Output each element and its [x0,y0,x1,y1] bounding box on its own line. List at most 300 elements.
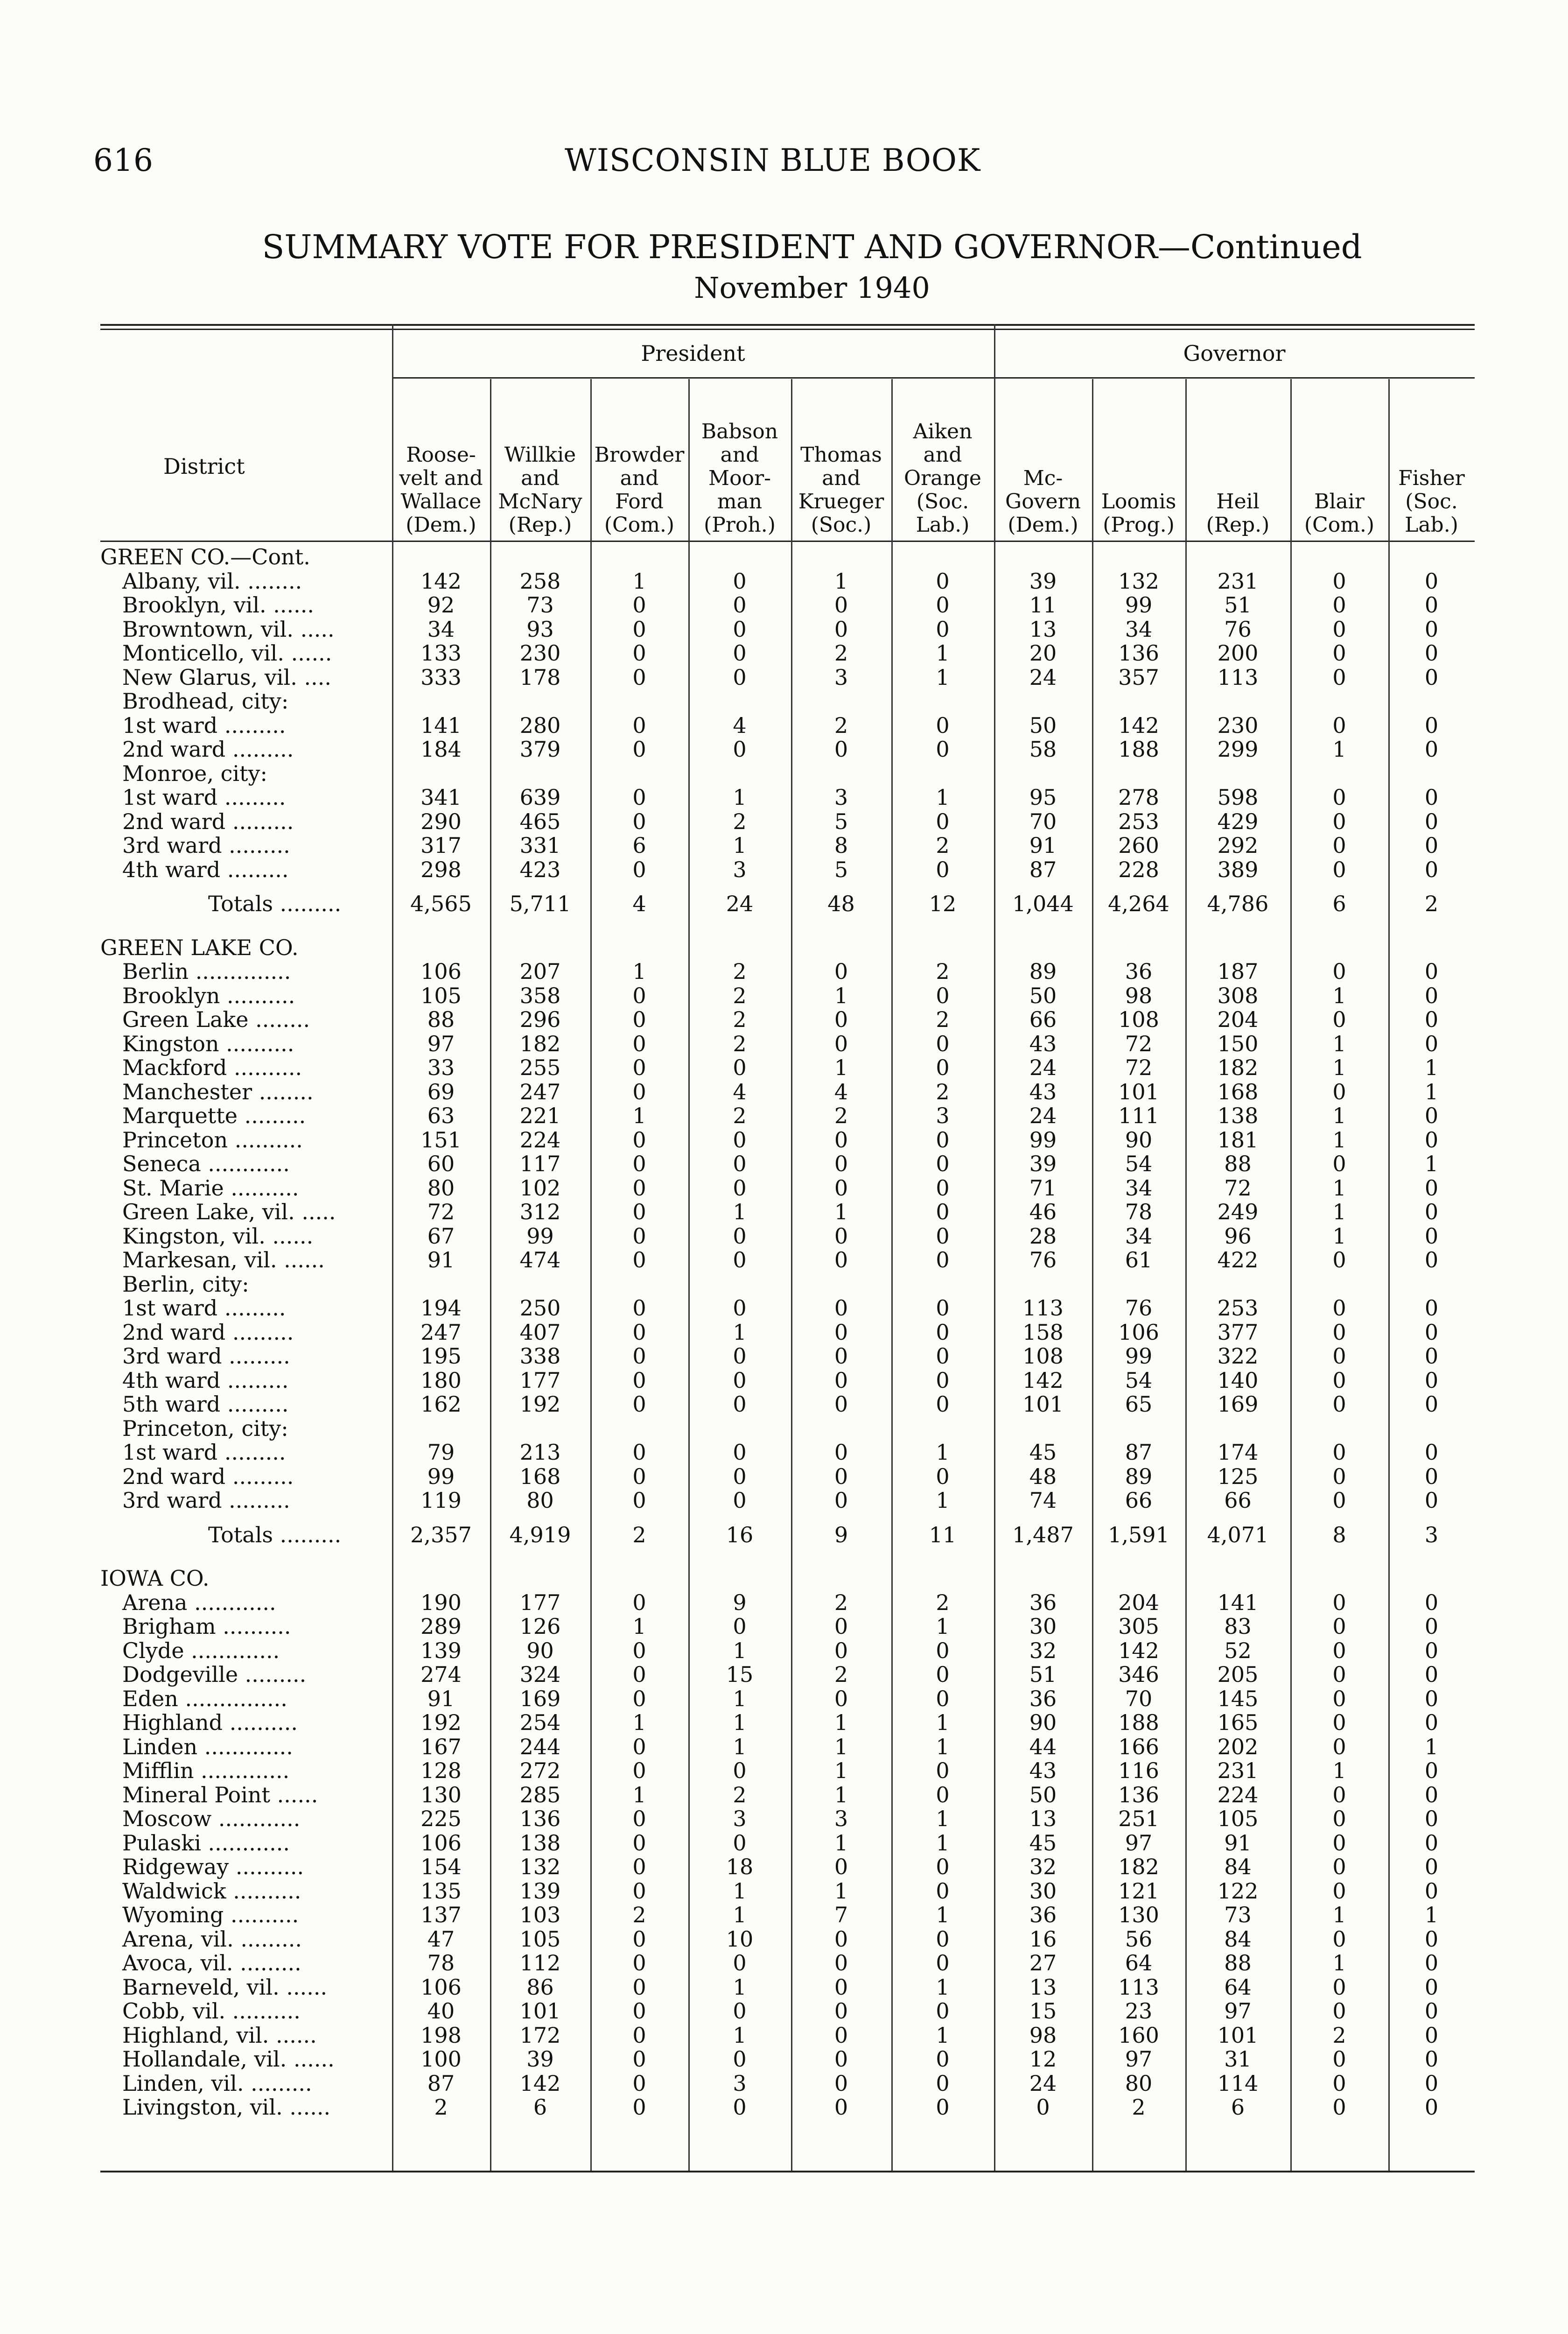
vote-count: 2 [834,640,848,666]
district-name: Dodgeville ......... [122,1662,307,1687]
column-header: Roose- velt and Wallace (Dem.) [399,443,483,537]
vote-count: 0 [834,2046,848,2072]
vote-count: 87 [1125,1440,1153,1465]
vote-count: 0 [632,1734,646,1759]
district-name: Ridgeway .......... [122,1854,304,1879]
vote-count: 0 [1332,1638,1346,1663]
column-header-rule [100,541,1475,542]
vote-count: 9 [834,1522,848,1547]
vote-count: 112 [519,1950,561,1975]
district-name: Princeton .......... [122,1127,303,1153]
vote-count: 0 [733,1830,747,1856]
vote-count: 13 [1029,1806,1057,1831]
vote-count: 255 [519,1055,561,1080]
vote-count: 0 [1332,1319,1346,1345]
vote-count: 138 [519,1830,561,1856]
vote-count: 0 [1332,1488,1346,1513]
vote-count: 228 [1118,857,1159,882]
district-name: Wyoming .......... [122,1902,299,1927]
vote-count: 86 [526,1974,554,2000]
vote-count: 0 [834,1638,848,1663]
vote-count: 1 [733,785,747,810]
vote-count: 1 [834,1878,848,1904]
vote-count: 1 [1424,1079,1439,1104]
vote-count: 177 [519,1589,561,1615]
vote-count: 0 [1424,1463,1439,1489]
vote-count: 0 [632,640,646,666]
vote-count: 102 [519,1175,561,1201]
district-name: Green Lake ........ [122,1007,310,1032]
vote-count: 79 [427,1440,455,1465]
vote-count: 65 [1125,1392,1153,1417]
vote-count: 0 [834,1127,848,1153]
vote-count: 132 [1118,568,1159,594]
vote-count: 1 [733,1902,747,1927]
vote-count: 0 [733,568,747,594]
vote-count: 0 [1424,1854,1439,1879]
vote-count: 0 [632,1488,646,1513]
vote-count: 139 [420,1638,462,1663]
vote-count: 202 [1217,1734,1259,1759]
vote-count: 1 [733,1710,747,1735]
vote-count: 0 [1424,1440,1439,1465]
vote-count: 87 [1029,857,1057,882]
vote-count: 1 [632,1614,646,1639]
vote-count: 465 [519,808,561,834]
vote-count: 5 [834,808,848,834]
column-divider [791,379,792,2171]
district-name: St. Marie .......... [122,1175,299,1201]
column-header: Aiken and Orange (Soc. Lab.) [904,420,981,537]
district-name: New Glarus, vil. .... [122,664,331,690]
vote-count: 0 [632,1830,646,1856]
vote-count: 24 [1029,1055,1057,1080]
vote-count: 0 [733,1151,747,1176]
vote-count: 0 [1424,737,1439,762]
vote-count: 0 [632,785,646,810]
vote-count: 0 [733,1223,747,1249]
vote-count: 0 [1424,1175,1439,1201]
column-header: Thomas and Krueger (Soc.) [798,443,884,537]
vote-count: 4,786 [1207,891,1269,916]
vote-count: 36 [1029,1902,1057,1927]
vote-count: 0 [1424,1758,1439,1783]
vote-count: 1 [733,1878,747,1904]
vote-count: 125 [1217,1463,1259,1489]
vote-count: 0 [632,2046,646,2072]
vote-count: 99 [1125,1343,1153,1369]
vote-count: 0 [1332,712,1346,738]
vote-count: 0 [632,1878,646,1904]
vote-count: 50 [1029,1782,1057,1807]
vote-count: 292 [1217,833,1259,858]
vote-count: 96 [1224,1223,1252,1249]
vote-count: 0 [936,1055,950,1080]
vote-count: 0 [1332,1926,1346,1952]
vote-count: 0 [1424,712,1439,738]
vote-count: 254 [519,1710,561,1735]
vote-count: 63 [427,1103,455,1128]
vote-count: 0 [733,1392,747,1417]
vote-count: 1 [632,568,646,594]
vote-count: 0 [1424,1974,1439,2000]
vote-count: 1 [936,1830,950,1856]
vote-count: 182 [1217,1055,1259,1080]
column-header: Blair (Com.) [1304,490,1375,537]
vote-count: 0 [1424,1806,1439,1831]
vote-count: 3 [733,2070,747,2096]
vote-count: 1 [1424,1055,1439,1080]
vote-count: 333 [420,664,462,690]
vote-count: 0 [632,1392,646,1417]
vote-count: 0 [733,2095,747,2120]
vote-count: 95 [1029,785,1057,810]
vote-count: 285 [519,1782,561,1807]
vote-count: 34 [1125,1223,1153,1249]
president-group-label: President [641,341,745,366]
vote-count: 2 [834,712,848,738]
vote-count: 0 [632,2022,646,2048]
vote-count: 0 [834,1319,848,1345]
vote-count: 0 [1424,2095,1439,2120]
vote-count: 0 [936,1998,950,2024]
vote-count: 0 [1332,959,1346,984]
vote-count: 299 [1217,737,1259,762]
page-subtitle: November 1940 [694,271,930,305]
district-name: 1st ward ......... [122,1440,286,1465]
vote-count: 101 [519,1998,561,2024]
vote-count: 0 [632,1295,646,1321]
vote-count: 1 [733,1974,747,2000]
vote-count: 99 [427,1463,455,1489]
vote-count: 0 [632,1175,646,1201]
vote-count: 89 [1125,1463,1153,1489]
vote-count: 1 [632,1782,646,1807]
vote-count: 11 [1029,592,1057,618]
vote-count: 0 [632,1854,646,1879]
vote-count: 0 [1424,1662,1439,1687]
district-name: 5th ward ......... [122,1392,289,1417]
district-name: 3rd ward ......... [122,833,290,858]
vote-count: 142 [1118,1638,1159,1663]
column-header: Heil (Rep.) [1206,490,1270,537]
vote-count: 204 [1217,1007,1259,1032]
vote-count: 0 [1424,2046,1439,2072]
vote-count: 225 [420,1806,462,1831]
vote-count: 346 [1118,1662,1159,1687]
district-name: Brigham .......... [122,1614,291,1639]
vote-count: 1 [936,1806,950,1831]
vote-count: 0 [936,2095,950,2120]
vote-count: 8 [1332,1522,1346,1547]
vote-count: 101 [1022,1392,1064,1417]
vote-count: 1 [936,1974,950,2000]
vote-count: 0 [1332,2046,1346,2072]
vote-count: 140 [1217,1367,1259,1393]
vote-count: 0 [733,1440,747,1465]
vote-count: 165 [1217,1710,1259,1735]
vote-count: 1 [632,1103,646,1128]
vote-count: 83 [1224,1614,1252,1639]
column-divider [1185,379,1187,2171]
vote-count: 106 [420,959,462,984]
vote-count: 0 [834,1463,848,1489]
vote-count: 187 [1217,959,1259,984]
vote-count: 639 [519,785,561,810]
vote-count: 0 [632,1950,646,1975]
vote-count: 181 [1217,1127,1259,1153]
vote-count: 0 [733,1367,747,1393]
vote-count: 1 [632,1710,646,1735]
vote-count: 9 [733,1589,747,1615]
vote-count: 0 [632,1998,646,2024]
vote-count: 0 [936,1295,950,1321]
district-name: 1st ward ......... [122,785,286,810]
vote-count: 15 [1029,1998,1057,2024]
vote-count: 177 [519,1367,561,1393]
vote-count: 0 [936,1638,950,1663]
vote-count: 1 [936,1710,950,1735]
vote-count: 474 [519,1247,561,1272]
column-header: Browder and Ford (Com.) [594,443,685,537]
vote-count: 72 [1224,1175,1252,1201]
vote-count: 188 [1118,737,1159,762]
vote-count: 142 [1022,1367,1064,1393]
vote-count: 4,264 [1108,891,1169,916]
vote-count: 13 [1029,1974,1057,2000]
vote-count: 182 [1118,1854,1159,1879]
vote-count: 0 [733,1463,747,1489]
district-name: Hollandale, vil. ...... [122,2046,335,2072]
vote-count: 0 [632,2095,646,2120]
vote-count: 0 [733,616,747,642]
vote-count: 407 [519,1319,561,1345]
vote-count: 0 [632,616,646,642]
vote-count: 45 [1029,1830,1057,1856]
vote-count: 0 [1424,1998,1439,2024]
district-name: Berlin .............. [122,959,291,984]
vote-count: 111 [1118,1103,1159,1128]
vote-count: 324 [519,1662,561,1687]
vote-count: 33 [427,1055,455,1080]
vote-count: 50 [1029,712,1057,738]
vote-count: 0 [632,1638,646,1663]
vote-count: 0 [1332,616,1346,642]
vote-count: 2 [434,2095,448,2120]
vote-count: 105 [420,983,462,1008]
vote-count: 64 [1125,1950,1153,1975]
district-name: Totals ......... [208,1522,342,1547]
vote-count: 1 [1332,1103,1346,1128]
district-name: Arena, vil. ......... [122,1926,302,1952]
vote-count: 66 [1224,1488,1252,1513]
vote-count: 0 [1424,1950,1439,1975]
column-divider [1092,379,1093,2171]
vote-count: 0 [936,1854,950,1879]
vote-count: 0 [1424,1392,1439,1417]
vote-count: 0 [1332,664,1346,690]
district-name: Princeton, city: [122,1415,288,1441]
vote-count: 200 [1217,640,1259,666]
vote-count: 3 [733,1806,747,1831]
vote-count: 0 [936,1127,950,1153]
vote-count: 0 [1424,1103,1439,1128]
district-name: Brooklyn .......... [122,983,295,1008]
vote-count: 1 [1332,1950,1346,1975]
vote-count: 43 [1029,1758,1057,1783]
vote-count: 0 [632,1247,646,1272]
district-name: 4th ward ......... [122,1367,289,1393]
vote-count: 0 [1332,1343,1346,1369]
vote-count: 16 [726,1522,754,1547]
vote-count: 4 [834,1079,848,1104]
vote-count: 56 [1125,1926,1153,1952]
vote-count: 0 [1424,833,1439,858]
column-divider [891,379,893,2171]
vote-count: 137 [420,1902,462,1927]
column-header: Fisher (Soc. Lab.) [1398,466,1465,537]
vote-count: 84 [1224,1854,1252,1879]
vote-count: 0 [936,1878,950,1904]
vote-count: 0 [936,983,950,1008]
vote-count: 182 [519,1031,561,1056]
vote-count: 122 [1217,1878,1259,1904]
vote-count: 0 [1424,1199,1439,1224]
vote-count: 154 [420,1854,462,1879]
vote-count: 3 [1424,1522,1439,1547]
vote-count: 0 [1332,1367,1346,1393]
vote-count: 0 [936,737,950,762]
vote-count: 0 [1332,857,1346,882]
vote-count: 74 [1029,1488,1057,1513]
vote-count: 0 [834,2022,848,2048]
vote-count: 136 [1118,640,1159,666]
vote-count: 0 [1424,1223,1439,1249]
vote-count: 0 [834,1998,848,2024]
vote-count: 0 [1424,1031,1439,1056]
vote-count: 1 [733,1319,747,1345]
district-name: Brodhead, city: [122,689,289,714]
vote-count: 98 [1029,2022,1057,2048]
vote-count: 0 [936,1950,950,1975]
vote-count: 0 [733,2046,747,2072]
vote-count: 0 [1332,2070,1346,2096]
vote-count: 1 [632,959,646,984]
vote-count: 0 [1332,568,1346,594]
district-name: Cobb, vil. .......... [122,1998,301,2024]
vote-count: 192 [519,1392,561,1417]
column-header: Willkie and McNary (Rep.) [498,443,582,537]
vote-count: 90 [1029,1710,1057,1735]
vote-count: 2 [936,833,950,858]
vote-count: 174 [1217,1440,1259,1465]
vote-count: 0 [1332,808,1346,834]
vote-count: 0 [1332,1463,1346,1489]
vote-count: 135 [420,1878,462,1904]
vote-count: 46 [1029,1199,1057,1224]
vote-count: 195 [420,1343,462,1369]
vote-count: 47 [427,1926,455,1952]
vote-count: 1 [936,1614,950,1639]
vote-count: 2,357 [410,1522,472,1547]
vote-count: 0 [1332,640,1346,666]
vote-count: 190 [420,1589,462,1615]
vote-count: 377 [1217,1319,1259,1345]
vote-count: 0 [733,1758,747,1783]
vote-count: 1 [936,664,950,690]
vote-count: 0 [632,1007,646,1032]
table-top-rule-2 [100,329,1475,330]
vote-count: 138 [1217,1103,1259,1128]
vote-count: 0 [936,1686,950,1711]
vote-count: 317 [420,833,462,858]
vote-count: 43 [1029,1031,1057,1056]
vote-count: 0 [1424,1686,1439,1711]
vote-count: 119 [420,1488,462,1513]
vote-count: 0 [1424,2070,1439,2096]
district-name: 2nd ward ......... [122,808,294,834]
vote-count: 1 [733,833,747,858]
district-name: Marquette ......... [122,1103,306,1128]
vote-count: 0 [632,1926,646,1952]
vote-count: 0 [936,1319,950,1345]
district-name: Seneca ............ [122,1151,290,1176]
vote-count: 0 [834,2095,848,2120]
vote-count: 194 [420,1295,462,1321]
district-name: IOWA CO. [100,1566,210,1591]
vote-count: 128 [420,1758,462,1783]
vote-count: 258 [519,568,561,594]
vote-count: 88 [1224,1151,1252,1176]
vote-count: 30 [1029,1878,1057,1904]
vote-count: 5 [834,857,848,882]
vote-count: 28 [1029,1223,1057,1249]
vote-count: 0 [1332,1007,1346,1032]
vote-count: 4 [632,891,646,916]
vote-count: 0 [632,1686,646,1711]
column-divider [392,324,393,2171]
vote-count: 101 [1217,2022,1259,2048]
vote-count: 0 [1424,959,1439,984]
vote-count: 278 [1118,785,1159,810]
vote-count: 0 [1332,1079,1346,1104]
district-name: Moscow ............ [122,1806,301,1831]
vote-count: 108 [1022,1343,1064,1369]
vote-count: 289 [420,1614,462,1639]
vote-count: 213 [519,1440,561,1465]
vote-count: 423 [519,857,561,882]
district-name: Brooklyn, vil. ...... [122,592,315,618]
vote-count: 1 [1332,1902,1346,1927]
vote-count: 0 [1424,857,1439,882]
vote-count: 1 [1424,1734,1439,1759]
vote-count: 142 [519,2070,561,2096]
vote-count: 2 [733,983,747,1008]
district-name: Eden ............... [122,1686,287,1711]
vote-count: 71 [1029,1175,1057,1201]
vote-count: 51 [1029,1662,1057,1687]
vote-count: 39 [526,2046,554,2072]
vote-count: 0 [733,1295,747,1321]
vote-count: 274 [420,1662,462,1687]
vote-count: 0 [834,616,848,642]
vote-count: 0 [1332,1686,1346,1711]
vote-count: 84 [1224,1926,1252,1952]
vote-count: 0 [733,1055,747,1080]
vote-count: 0 [632,1662,646,1687]
vote-count: 0 [936,1463,950,1489]
book-title: WISCONSIN BLUE BOOK [565,142,981,178]
